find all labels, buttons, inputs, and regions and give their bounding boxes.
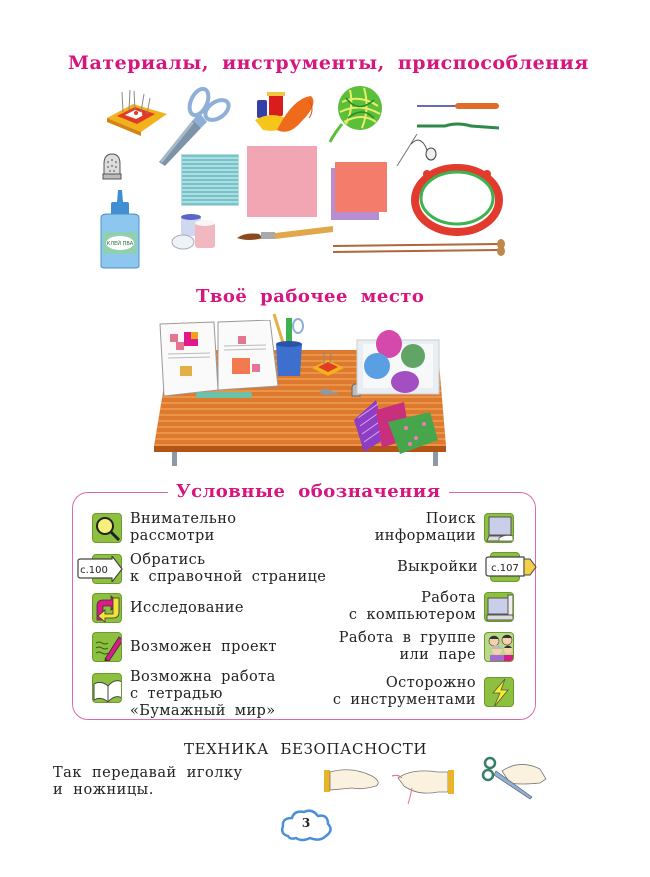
canvas-fabric-image	[181, 154, 239, 206]
legend-item-reference	[76, 552, 326, 586]
safety-instruction: Так передавай иголку и ножницы.	[53, 765, 243, 798]
workplace-heading: Твоё рабочее место	[196, 286, 425, 307]
workplace-illustration	[150, 312, 450, 467]
threads-image	[253, 90, 319, 138]
legend-item-workbook	[92, 669, 276, 720]
legend-label: Обратись к справочной странице	[130, 552, 327, 585]
legend-heading: Условные обозначения	[168, 481, 449, 502]
legend-label: Возможна работа с тетрадью «Бумажный мир»	[130, 669, 276, 719]
legend-item-patterns	[397, 552, 538, 582]
materials-heading: Материалы, инструменты, приспособления	[68, 52, 589, 74]
legend-label: Исследование	[130, 599, 244, 616]
paint-jars-image	[171, 212, 221, 254]
legend-item-research	[92, 593, 244, 623]
legend-label: Выкройки	[397, 558, 478, 575]
yarn-ball-image	[328, 84, 386, 150]
pencil-cup-image	[268, 312, 308, 380]
open-book-image	[154, 320, 280, 400]
glue-bottle-image	[97, 188, 143, 270]
legend-item-info-search	[375, 511, 514, 545]
needle-threader-image	[395, 128, 441, 168]
legend-item-project	[92, 632, 277, 662]
page-reference-icon	[76, 554, 122, 584]
legend-item-group-work	[339, 630, 514, 664]
fabric-squares-image	[350, 398, 440, 454]
svg-text:с.100: с.100	[80, 565, 108, 576]
info-search-icon	[484, 513, 514, 543]
project-pen-icon	[92, 632, 122, 662]
yarn-tray-image	[355, 326, 441, 398]
legend-label: Внимательно рассмотри	[130, 511, 237, 544]
colored-paper-image-top	[335, 162, 387, 212]
legend-label: Поиск информации	[374, 511, 476, 544]
legend-item-computer	[349, 590, 514, 624]
legend-item-caution	[333, 675, 514, 709]
glue-label: КЛЕЙ ПВА	[106, 241, 134, 247]
group-work-icon	[484, 632, 514, 662]
hand-passing-scissors-image	[480, 755, 548, 807]
svg-text:с.107: с.107	[491, 563, 519, 574]
materials-illustration	[95, 82, 525, 277]
magnifier-icon	[92, 513, 122, 543]
workbook-icon	[92, 673, 122, 703]
knitting-needles-image	[331, 238, 511, 258]
small-pincushion-image	[310, 350, 346, 380]
safety-heading: ТЕХНИКА БЕЗОПАСНОСТИ	[184, 740, 428, 758]
patterns-reference-icon	[484, 552, 538, 582]
page-number	[280, 808, 332, 842]
legend-label: Осторожно с инструментами	[332, 675, 476, 708]
legend-label: Возможен проект	[130, 638, 277, 655]
caution-lightning-icon	[484, 677, 514, 707]
thimble-image	[101, 152, 123, 180]
legend-label: Работа с компьютером	[348, 590, 476, 623]
legend-label: Работа в группе или паре	[338, 630, 476, 663]
embroidery-hoop-image	[411, 164, 503, 236]
pink-fabric-image	[247, 146, 317, 217]
page-number-text: 3	[301, 816, 311, 830]
legend-item-examine	[92, 511, 236, 545]
hand-passing-needle-image	[322, 762, 462, 806]
computer-icon	[484, 592, 514, 622]
paintbrush-image	[235, 222, 335, 246]
research-arrows-icon	[92, 593, 122, 623]
